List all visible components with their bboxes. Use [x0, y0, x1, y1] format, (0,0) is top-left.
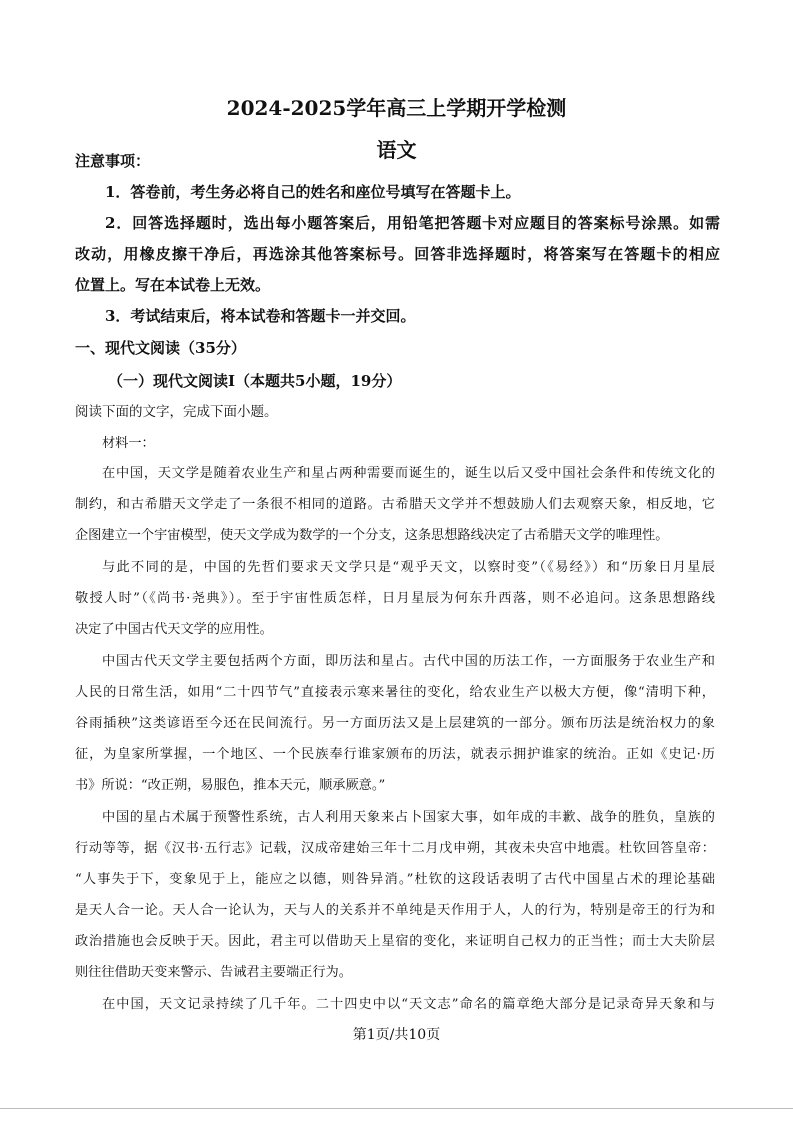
body-text-line: 与此不同的是，中国的先哲们要求天文学只是“观乎天文，以察时变”（《易经》）和“历象日月星辰: [102, 560, 715, 575]
body-text-line: “人事失于下，变象见于上，能应之以德，则咎异消。”杜钦的这段话表明了古代中国星占术的理论基础: [75, 872, 715, 887]
exam-title: 2024-2025学年高三上学期开学检测: [226, 96, 567, 120]
notice-line: 1．答卷前，考生务必将自己的姓名和座位号填写在答题卡上。: [105, 183, 521, 201]
body-text-line: 行动等等，据《汉书·五行志》记载，汉成帝建始三年十二月戊申朔，其夜未央宫中地震。杜钦回答皇帝：: [75, 841, 715, 856]
notice-heading: 注意事项：: [75, 152, 151, 170]
body-text-line: 决定了中国古代天文学的应用性。: [75, 622, 273, 637]
body-text-line: 人民的日常生活，如用“二十四节气”直接表示寒来暑往的变化，给农业生产以极大方便，像“清明下种，: [75, 685, 715, 700]
body-text-line: 在中国，天文记录持续了几千年。二十四史中以“天文志”命名的篇章绝大部分是记录奇异天象和与: [102, 997, 715, 1012]
notice-line: 2．回答选择题时，选出每小题答案后，用铅笔把答题卡对应题目的答案标号涂黑。如需: [105, 214, 720, 232]
notice-line: 3．考试结束后，将本试卷和答题卡一并交回。: [105, 307, 416, 325]
body-text-line: 企图建立一个宇宙模型，使天文学成为数学的一个分支，这条思想路线决定了古希腊天文学的唯理性。: [75, 528, 669, 543]
body-text-line: 敬授人时”（《尚书·尧典》）。至于宇宙性质怎样，日月星辰为何东升西落，则不必追问。这条思想路线: [75, 591, 715, 606]
body-text-line: 中国的星占术属于预警性系统，古人利用天象来占卜国家大事，如年成的丰歉、战争的胜负，皇族的: [102, 810, 715, 825]
subject-title: 语文: [376, 138, 417, 162]
instruction: 阅读下面的文字，完成下面小题。: [75, 404, 278, 420]
body-text-line: 则往往借助天变来警示、告诫君主要端正行为。: [75, 965, 352, 980]
body-text-line: 制约，和古希腊天文学走了一条很不相同的道路。古希腊天文学并不想鼓励人们去观察天象，相反地，它: [75, 497, 715, 512]
section-subtitle: （一）现代文阅读Ⅰ（本题共5小题，19分）: [108, 372, 402, 390]
notice-line: 位置上。写在本试卷上无效。: [75, 276, 271, 294]
section-title: 一、现代文阅读（35分）: [75, 339, 246, 357]
page-bottom-rule: [0, 1108, 793, 1109]
body-text-line: 征，为皇家所掌握，一个地区、一个民族奉行谁家颁布的历法，就表示拥护谁家的统治。正如《史记·历: [75, 747, 715, 762]
body-text-line: 书》所说：“改正朔，易服色，推本天元，顺承厥意。”: [75, 778, 386, 793]
body-text-line: 谷雨插秧”这类谚语至今还在民间流行。另一方面历法又是上层建筑的一部分。颁布历法是统治权力的象: [75, 716, 715, 731]
notice-line: 改动，用橡皮擦干净后，再选涂其他答案标号。回答非选择题时，将答案写在答题卡的相应: [75, 245, 720, 263]
body-text-line: 中国古代天文学主要包括两个方面，即历法和星占。古代中国的历法工作，一方面服务于农业生产和: [102, 654, 715, 669]
body-text-line: 政治措施也会反映于天。因此，君主可以借助天上星宿的变化，来证明自己权力的正当性；而士大夫阶层: [75, 934, 715, 949]
material-label: 材料一：: [102, 436, 155, 451]
page-number: 第1页/共10页: [352, 1027, 441, 1043]
body-text-line: 是天人合一论。天人合一论认为，天与人的关系并不单纯是天作用于人，人的行为，特别是帝王的行为和: [75, 903, 715, 918]
body-text-line: 在中国，天文学是随着农业生产和星占两种需要而诞生的，诞生以后又受中国社会条件和传统文化的: [102, 466, 715, 481]
